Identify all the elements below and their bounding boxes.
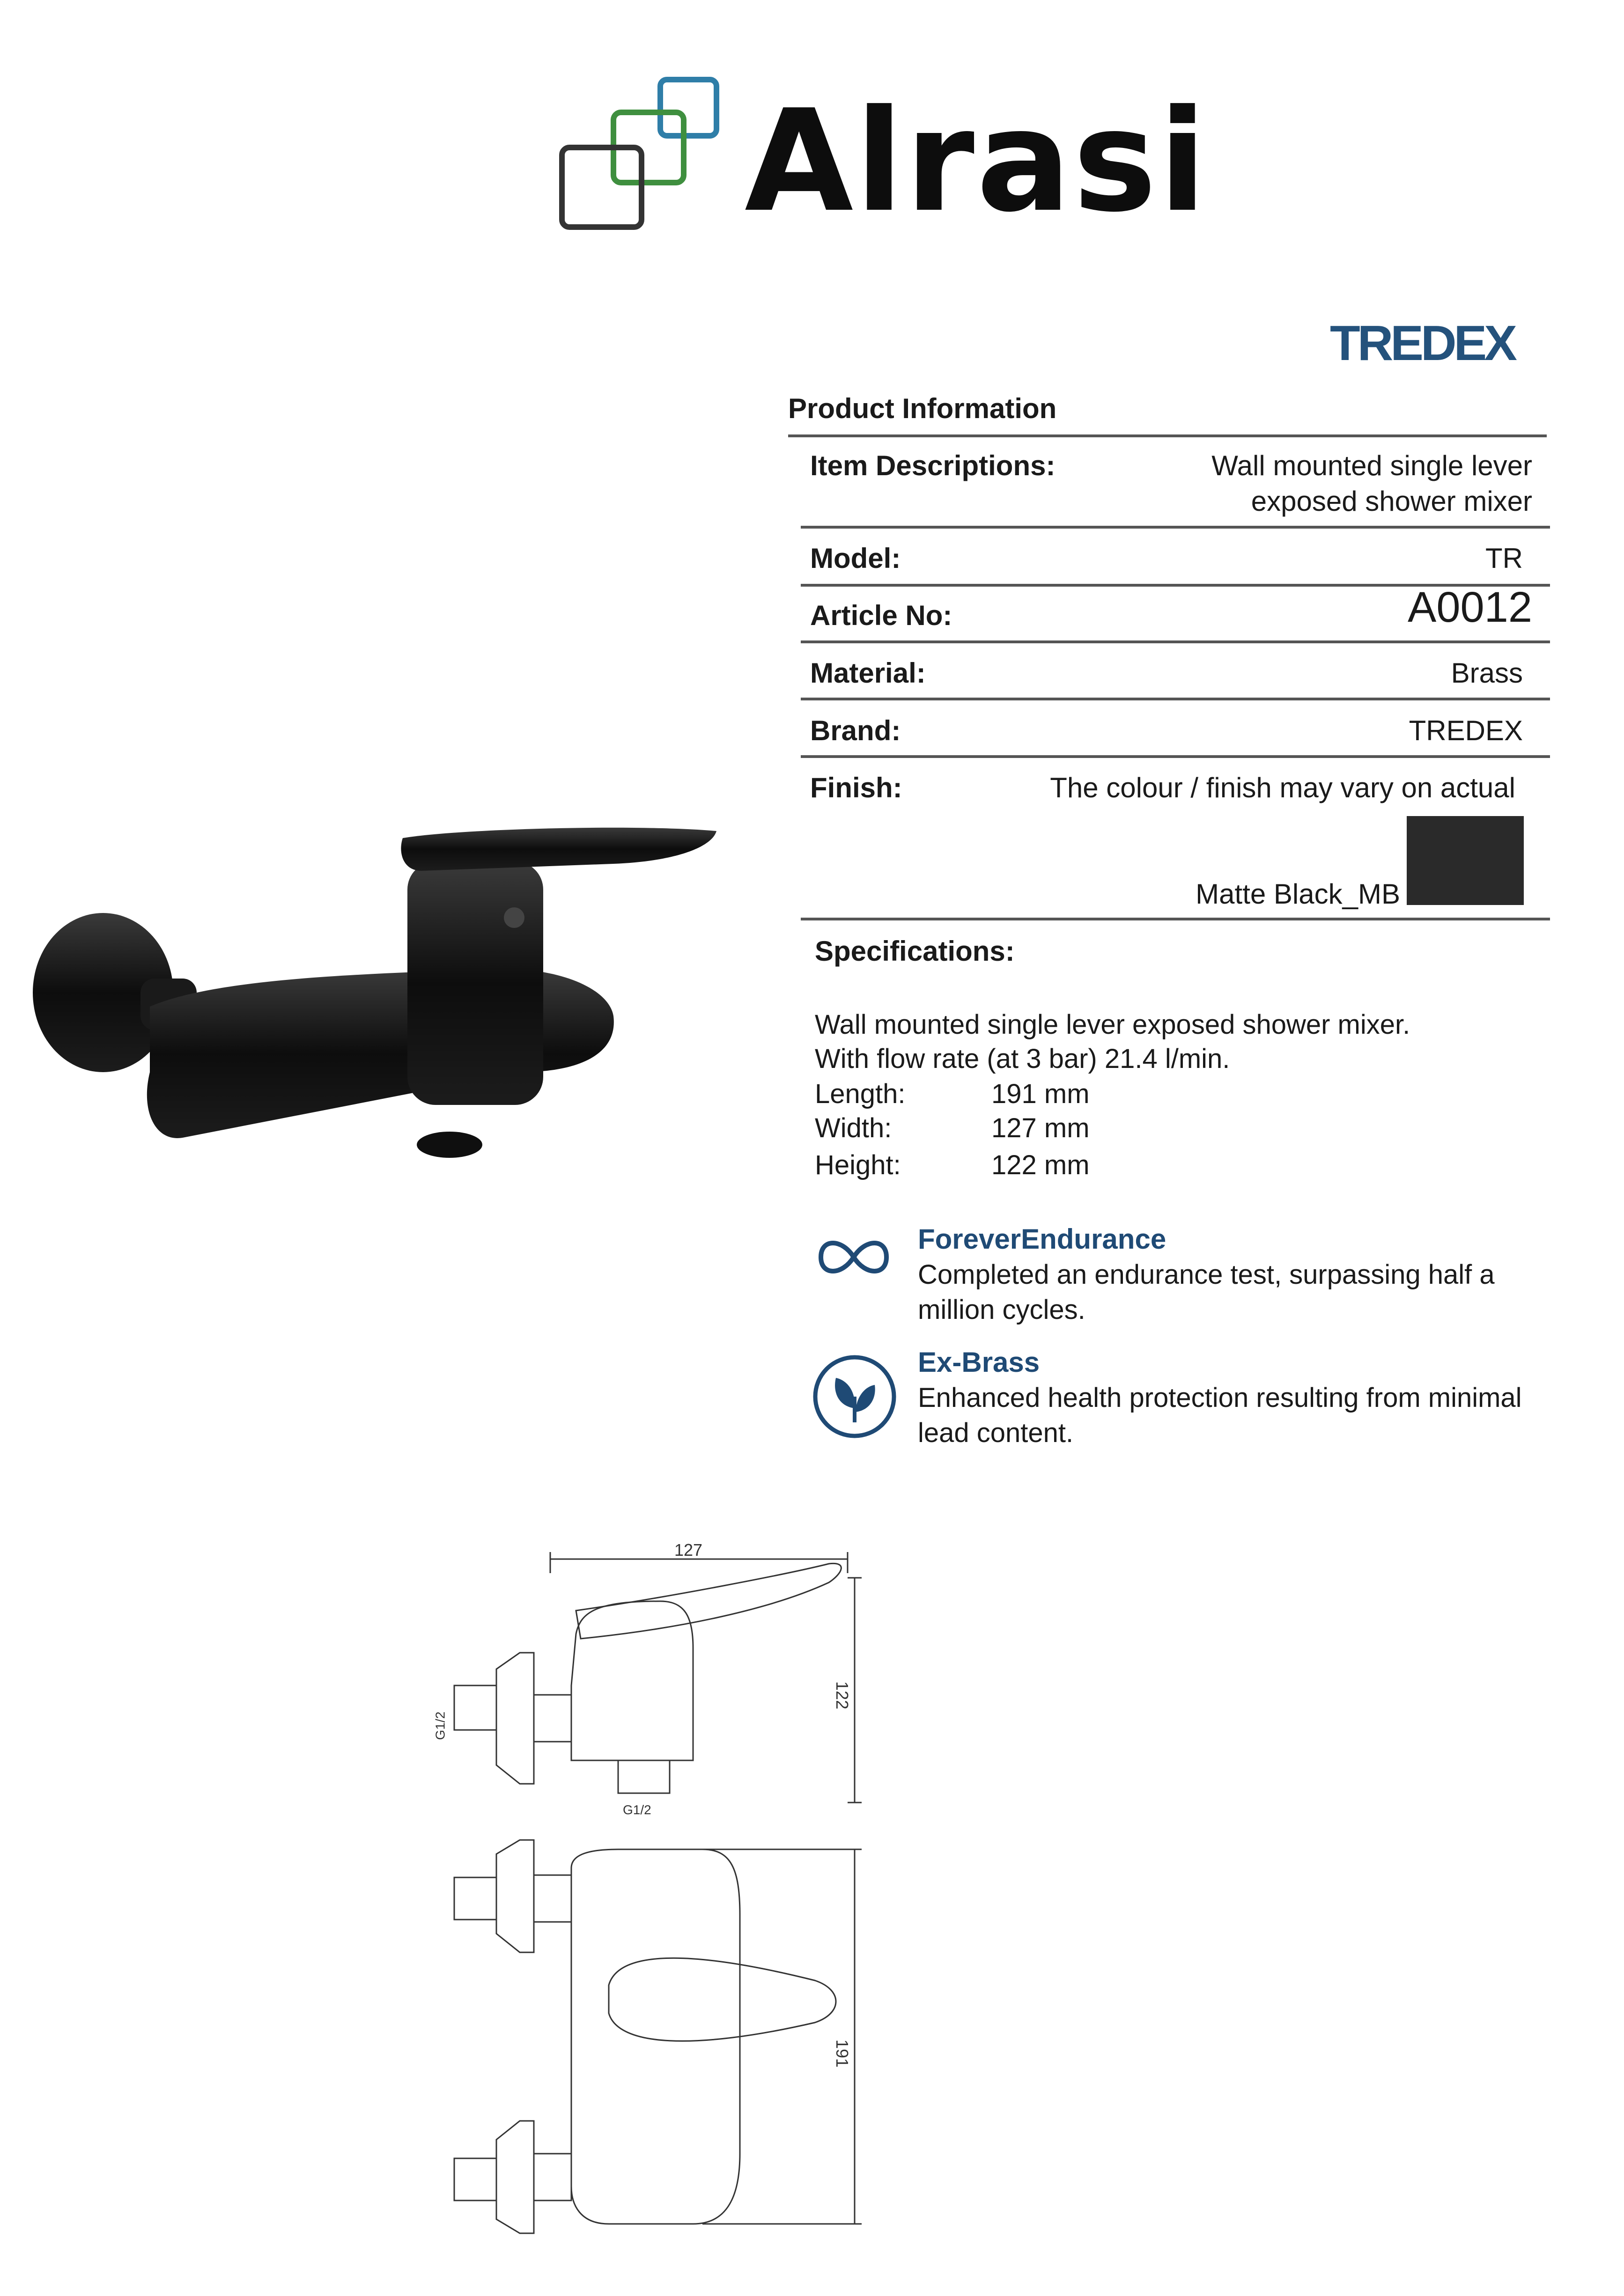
item-descriptions-value-line1: Wall mounted single lever: [1211, 450, 1532, 481]
spec-line-2: With flow rate (at 3 bar) 21.4 l/min.: [815, 1044, 1230, 1074]
finish-name: Matte Black_MB: [1196, 878, 1400, 910]
width-label: Width:: [815, 1113, 892, 1143]
item-descriptions-value-line2: exposed shower mixer: [1251, 486, 1532, 517]
table-rule: [801, 640, 1550, 643]
table-rule: [801, 755, 1550, 758]
technical-drawing: [440, 1540, 885, 2261]
drawing-thread-side: G1/2: [433, 1711, 448, 1740]
tredex-brand-logo: TREDEX: [1330, 316, 1514, 371]
logo-square-dark: [562, 147, 642, 227]
infinity-icon: [814, 1229, 893, 1285]
forever-endurance-title: ForeverEndurance: [918, 1223, 1166, 1255]
lever-screw: [504, 907, 524, 928]
finish-color-swatch: [1407, 816, 1524, 905]
table-rule: [801, 918, 1550, 920]
forever-endurance-text: Completed an endurance test, surpassing half a million cycles.: [918, 1259, 1495, 1325]
article-no-label: Article No:: [810, 600, 952, 631]
height-value: 122 mm: [991, 1150, 1090, 1180]
shower-mixer-product-image: [28, 810, 726, 1170]
drawing-length-dim: 191: [833, 2039, 852, 2068]
ex-brass-text: Enhanced health protection resulting from minimal lead content.: [918, 1383, 1522, 1448]
leaf-icon: [810, 1352, 899, 1441]
specifications-heading: Specifications:: [815, 935, 1015, 967]
length-value: 191 mm: [991, 1079, 1090, 1109]
mixer-outlet: [417, 1132, 482, 1158]
finish-note: The colour / finish may vary on actual: [1050, 772, 1515, 803]
table-rule: [788, 434, 1547, 437]
ex-brass-title: Ex-Brass: [918, 1347, 1040, 1378]
material-value: Brass: [1451, 657, 1523, 689]
length-label: Length:: [815, 1079, 906, 1109]
drawing-height-dim: 122: [833, 1681, 852, 1710]
table-rule: [801, 526, 1550, 529]
mixer-body: [147, 969, 614, 1138]
brand-label: Brand:: [810, 715, 901, 746]
mixer-lever: [401, 828, 716, 871]
table-rule: [801, 698, 1550, 700]
drawing-width-dim: 127: [674, 1540, 703, 1560]
model-label: Model:: [810, 543, 901, 574]
model-value: TR: [1485, 543, 1523, 574]
width-value: 127 mm: [991, 1113, 1090, 1143]
spec-line-1: Wall mounted single lever exposed shower mixer.: [815, 1009, 1410, 1040]
finish-label: Finish:: [810, 772, 902, 803]
height-label: Height:: [815, 1150, 901, 1180]
product-information-heading: Product Information: [788, 393, 1057, 424]
item-descriptions-label: Item Descriptions:: [810, 450, 1056, 481]
mixer-cartridge: [407, 861, 543, 1105]
brand-value: TREDEX: [1409, 715, 1523, 746]
drawing-thread-bottom: G1/2: [623, 1803, 651, 1817]
article-no-value: A0012: [1407, 583, 1532, 631]
material-label: Material:: [810, 657, 926, 689]
logo-square-blue: [660, 80, 716, 136]
logo-text: Alrasi: [745, 80, 1209, 243]
